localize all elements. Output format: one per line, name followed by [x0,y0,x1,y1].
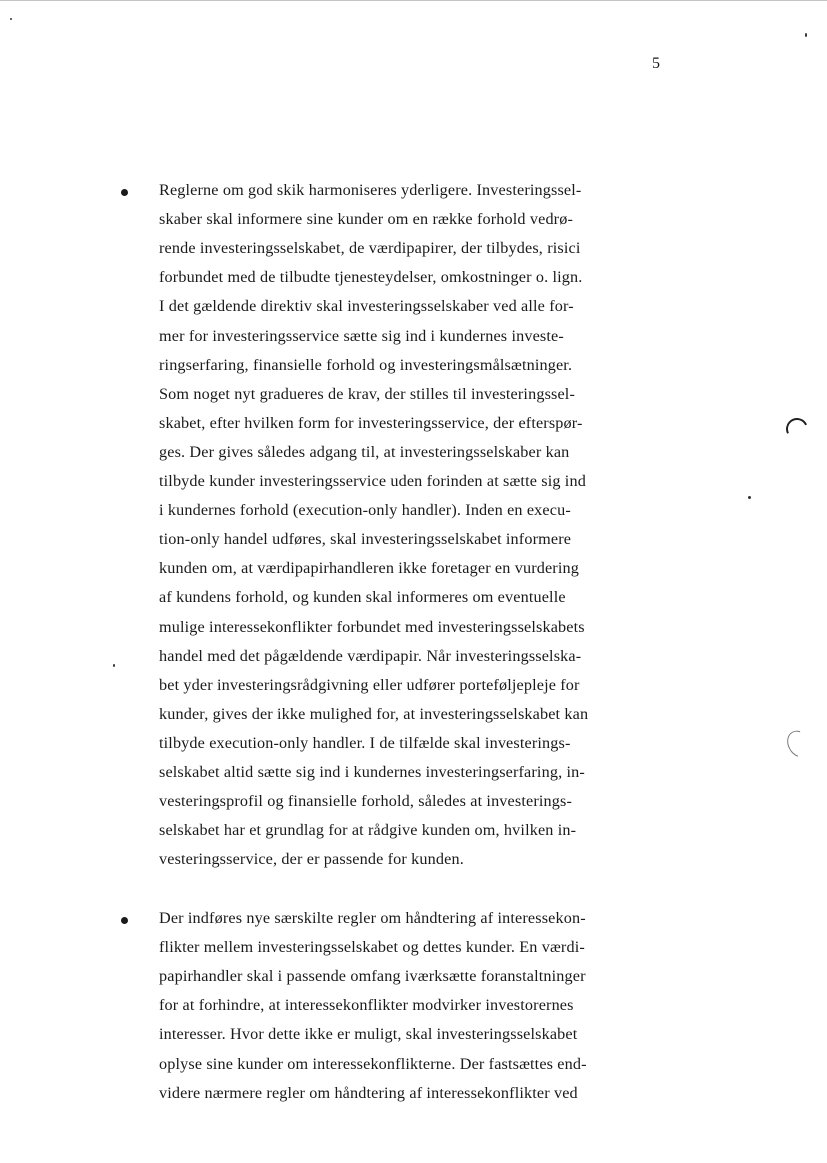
scan-speck [805,33,807,37]
paragraph-line: forbundet med de tilbudte tjenesteydelser, omkostninger o. lign. [159,268,583,287]
paragraph-line: flikter mellem investeringsselskabet og dettes kunder. En værdi- [159,938,585,957]
paragraph-line: bet yder investeringsrådgivning eller udfører porteføljepleje for [159,675,580,694]
scan-speck [748,496,751,499]
paragraph-line: Der indføres nye særskilte regler om håndtering af interessekon- [159,909,586,927]
paragraph-line: tion-only handel udføres, skal investeringsselskabet informere [159,530,572,549]
paragraph-line: ringserfaring, finansielle forhold og investeringsmålsætninger. [159,355,573,374]
paragraph-line: Reglerne om god skik harmoniseres yderligere. Investeringssel- [159,181,582,199]
paragraph-line: videre nærmere regler om håndtering af interessekonflikter ved [159,1083,578,1102]
binder-hole-mark [783,415,811,443]
paragraph-line: skaber skal informere sine kunder om en række forhold vedrø- [159,210,574,229]
paragraph-line: kunder, gives der ikke mulighed for, at investeringsselskabet kan [159,704,589,723]
binder-hole-mark [782,726,815,761]
paragraph-line: kunden om, at værdipapirhandleren ikke foretager en vurdering [159,559,579,578]
paragraph-line: papirhandler skal i passende omfang iværksætte foranstaltninger [159,967,586,986]
paragraph-line: selskabet har et grundlag for at rådgive kunden om, hvilken in- [159,821,577,840]
paragraph-line: tilbyde execution-only handler. I de tilfælde skal investerings- [159,733,571,752]
paragraph-line: selskabet altid sætte sig ind i kundernes investeringserfaring, in- [159,763,585,781]
paragraph-line: for at forhindre, at interessekonflikter modvirker investorernes [159,996,574,1015]
paragraph-line: tilbyde kunder investeringsservice uden forinden at sætte sig ind [159,472,586,490]
paragraph-line: skabet, efter hvilken form for investeringsservice, der efterspør- [159,413,583,432]
paragraph-line: i kundernes forhold (execution-only handler). Inden en execu- [159,501,571,520]
paragraph-line: I det gældende direktiv skal investeringsselskaber ved alle for- [159,297,574,316]
bullet-item [121,180,641,880]
bullet-point [121,917,128,924]
scan-edge-line [0,0,827,1]
paragraph-line: mulige interessekonflikter forbundet med investeringsselskabets [159,617,585,636]
paragraph-line: rende investeringsselskabet, de værdipapirer, der tilbydes, risici [159,239,581,258]
paragraph-line: af kundens forhold, og kunden skal informeres om eventuelle [159,588,566,607]
paragraph-line: vesteringsservice, der er passende for kunden. [159,850,464,869]
paragraph-line: oplyse sine kunder om interessekonflikterne. Der fastsættes end- [159,1054,587,1073]
page-number: 5 [652,55,660,72]
paragraph-line: mer for investeringsservice sætte sig ind i kundernes investe- [159,326,564,345]
paragraph-line: Som noget nyt gradueres de krav, der stilles til investeringssel- [159,384,575,403]
bullet-point [121,189,128,196]
paragraph-line: interesser. Hvor dette ikke er muligt, skal investeringsselskabet [159,1025,578,1044]
paragraph-line: handel med det pågældende værdipapir. Når investeringsselska- [159,646,582,665]
paragraph-line: vesteringsprofil og finansielle forhold, således at investerings- [159,792,572,811]
scan-speck [10,18,12,20]
bullet-item [121,908,641,1108]
scan-speck [113,664,115,667]
paragraph-line: ges. Der gives således adgang til, at investeringsselskaber kan [159,442,570,461]
